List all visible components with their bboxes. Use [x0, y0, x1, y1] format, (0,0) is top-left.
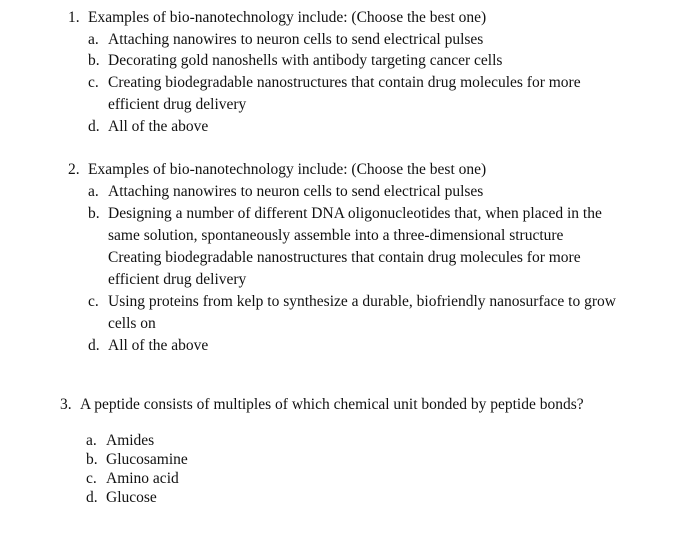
option-text: Designing a number of different DNA oligonucleotides that, when placed in the	[108, 205, 602, 222]
option-label: d.	[88, 337, 100, 354]
question-2-option-a	[88, 182, 483, 202]
option-text: Creating biodegradable nanostructures that contain drug molecules for more	[108, 249, 581, 266]
option-label: a.	[88, 183, 99, 200]
question-2-option-d	[88, 336, 208, 356]
question-2-option-b	[88, 204, 602, 224]
question-2-prompt: Examples of bio-nanotechnology include: (Choose the best one)	[88, 161, 487, 178]
option-label: c.	[88, 74, 99, 91]
question-3-prompt-line	[60, 395, 584, 415]
question-3-option-a	[86, 431, 154, 451]
option-text: Attaching nanowires to neuron cells to send electrical pulses	[108, 31, 484, 48]
option-label: c.	[88, 293, 99, 310]
question-1-number: 1.	[68, 9, 80, 26]
option-text: All of the above	[108, 337, 209, 354]
question-2-option-b-continuation-3	[108, 270, 246, 290]
option-text: same solution, spontaneously assemble into a three-dimensional structure	[108, 227, 564, 244]
question-3-option-c	[86, 469, 179, 489]
question-1-prompt: Examples of bio-nanotechnology include: (Choose the best one)	[88, 9, 487, 26]
option-text: All of the above	[108, 118, 209, 135]
option-text: Attaching nanowires to neuron cells to send electrical pulses	[108, 183, 484, 200]
option-text: cells on	[108, 315, 156, 332]
option-text: Using proteins from kelp to synthesize a durable, biofriendly nanosurface to grow	[108, 293, 616, 310]
question-1-option-a	[88, 30, 483, 50]
question-1-option-c	[88, 73, 581, 93]
option-text: efficient drug delivery	[108, 271, 247, 288]
question-1-option-d	[88, 117, 208, 137]
option-label: d.	[88, 118, 100, 135]
option-label: c.	[86, 470, 97, 487]
option-label: d.	[86, 489, 98, 506]
question-3-prompt: A peptide consists of multiples of which chemical unit bonded by peptide bonds?	[80, 396, 584, 413]
option-text: efficient drug delivery	[108, 96, 247, 113]
option-text: Creating biodegradable nanostructures that contain drug molecules for more	[108, 74, 581, 91]
question-2-prompt-line	[68, 160, 486, 180]
option-text: Amino acid	[106, 470, 179, 487]
option-text: Decorating gold nanoshells with antibody targeting cancer cells	[108, 52, 503, 69]
question-1-option-c-continuation	[108, 95, 246, 115]
question-2-option-b-continuation-2	[108, 248, 581, 268]
question-2-option-c	[88, 292, 616, 312]
question-2-option-b-continuation-1	[108, 226, 563, 246]
option-label: a.	[86, 432, 97, 449]
question-3-option-b	[86, 450, 188, 470]
option-text: Amides	[106, 432, 155, 449]
question-2-number: 2.	[68, 161, 80, 178]
question-1-option-b	[88, 51, 502, 71]
option-label: b.	[88, 205, 100, 222]
option-label: b.	[88, 52, 100, 69]
option-label: b.	[86, 451, 98, 468]
question-3-option-d	[86, 488, 157, 508]
question-3-number: 3.	[60, 396, 72, 413]
option-text: Glucose	[106, 489, 157, 506]
option-label: a.	[88, 31, 99, 48]
question-2-option-c-continuation	[108, 314, 156, 334]
question-1-prompt-line	[68, 8, 486, 28]
option-text: Glucosamine	[106, 451, 188, 468]
